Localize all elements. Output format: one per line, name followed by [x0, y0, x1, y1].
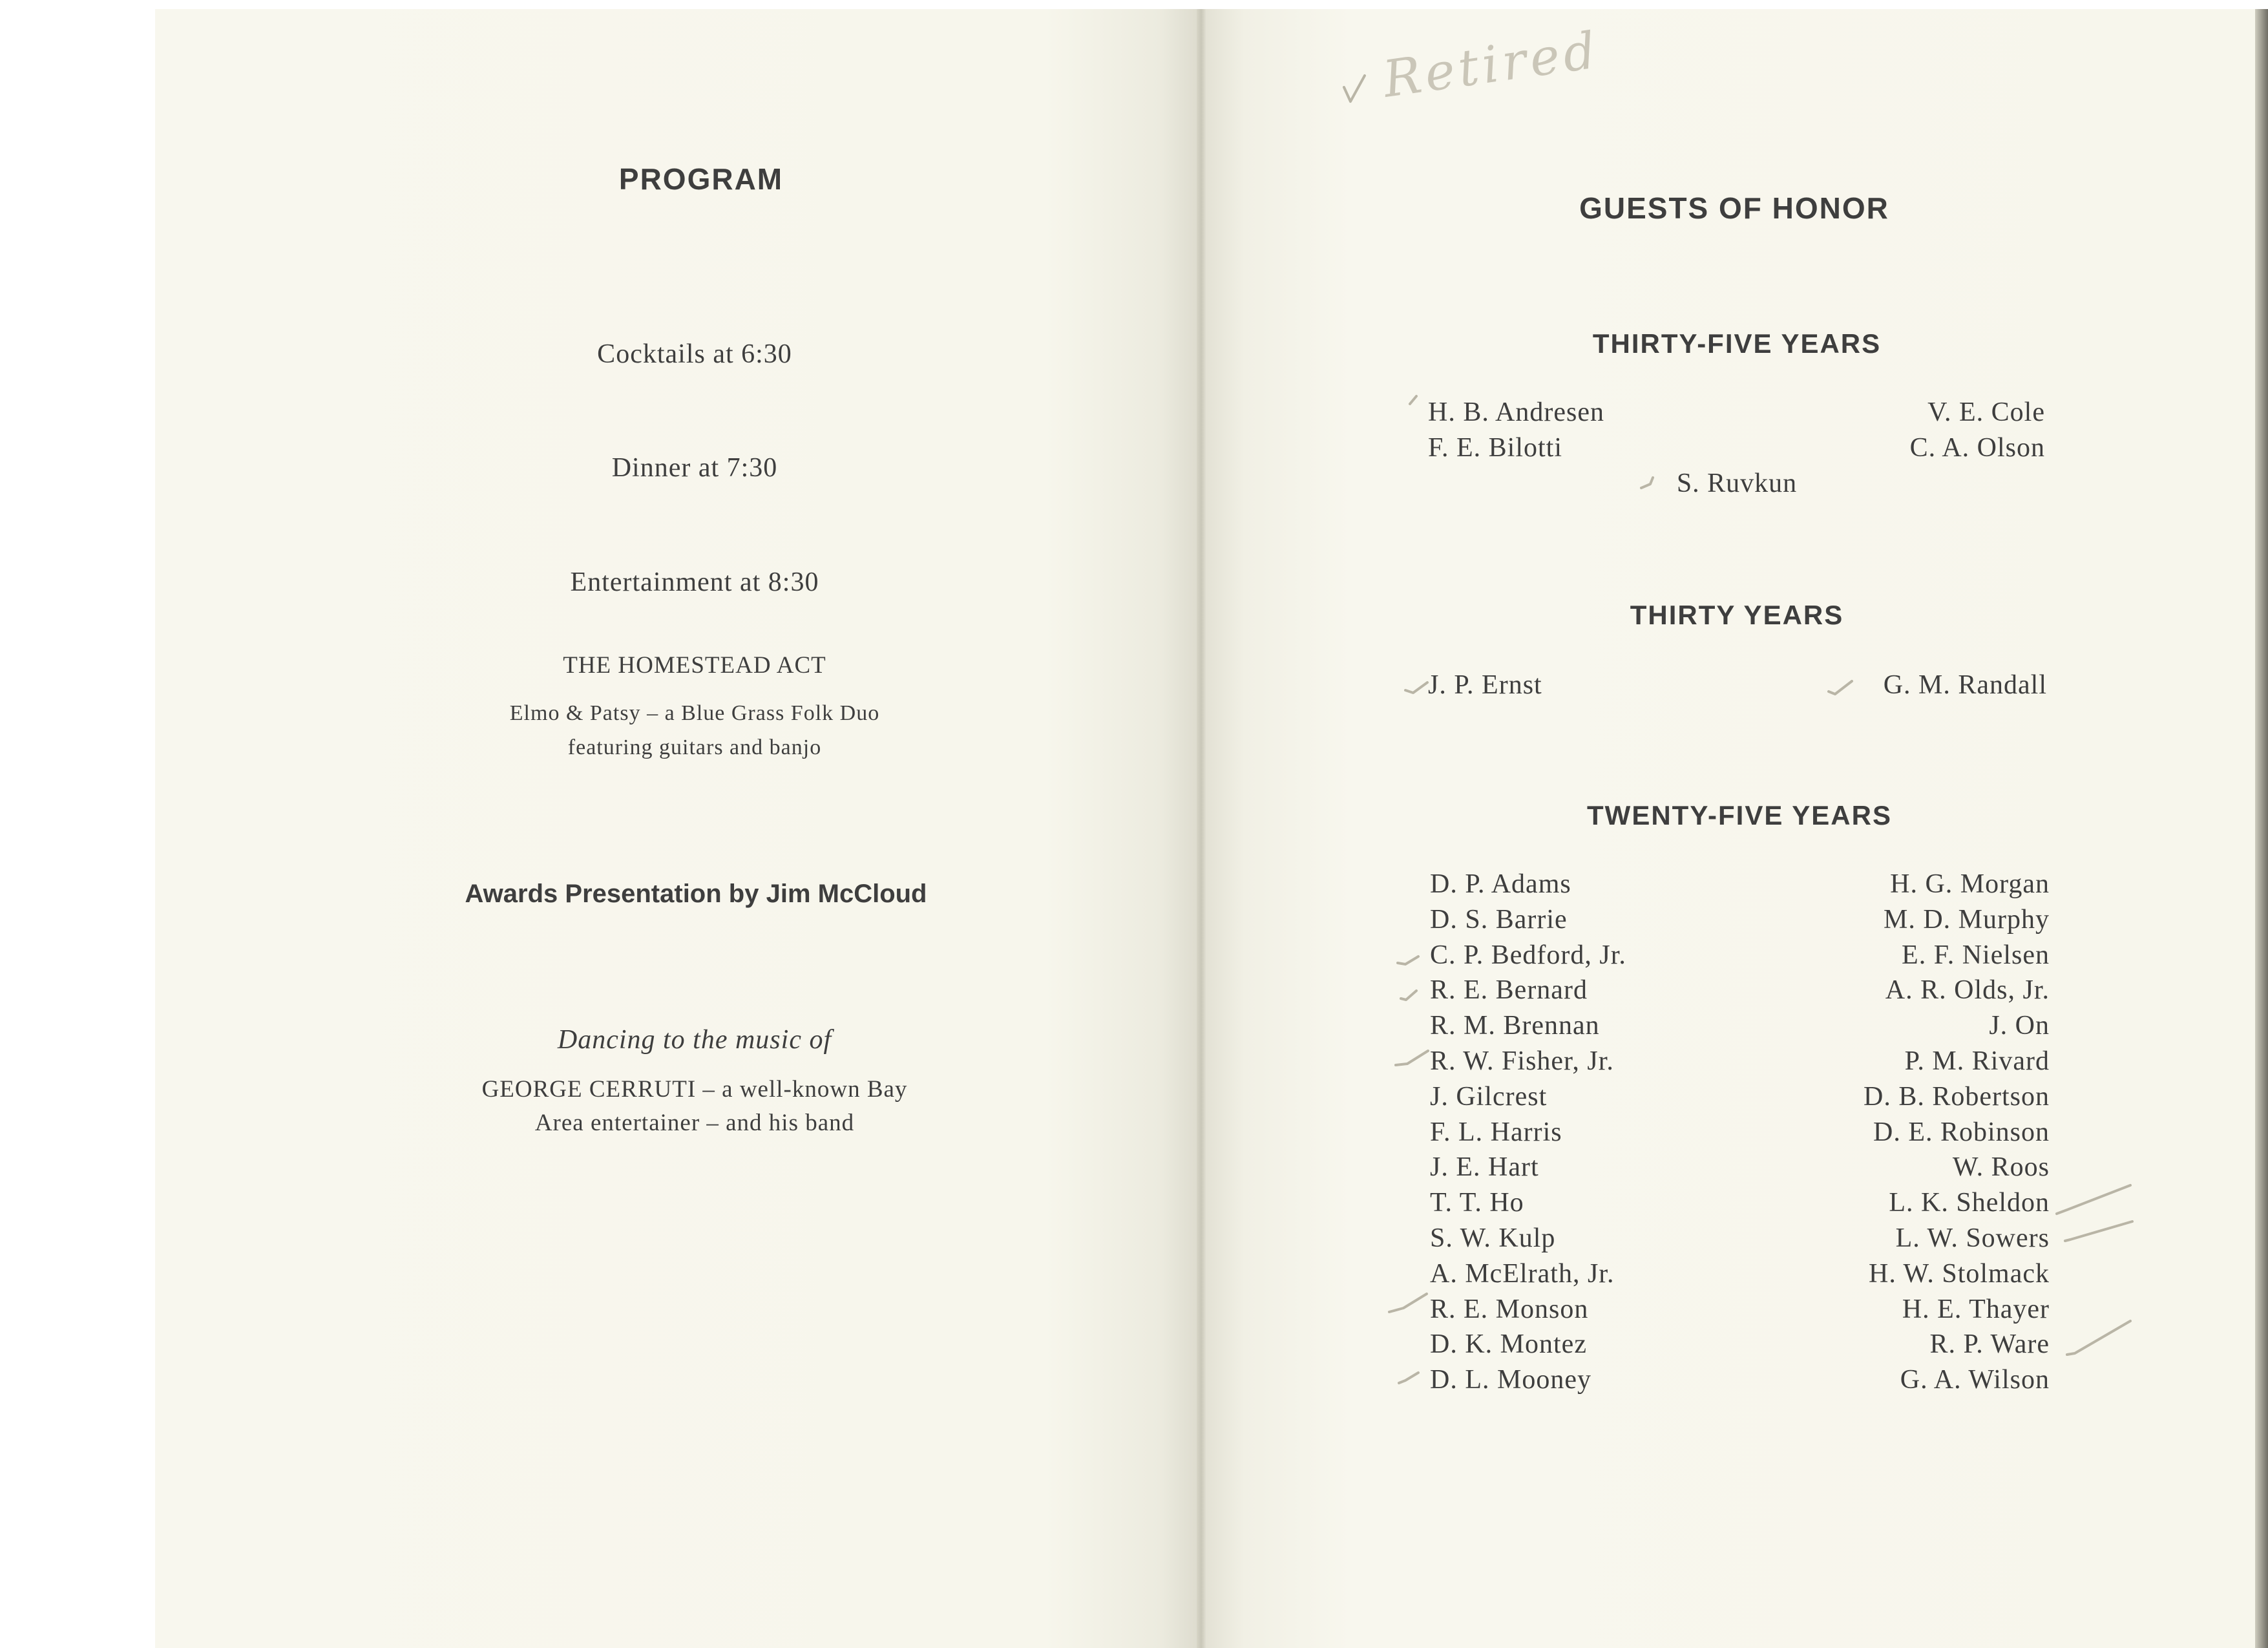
guest-name: D. L. Mooney: [1430, 1365, 1591, 1395]
guest-name: J. Gilcrest: [1430, 1081, 1548, 1112]
guests-title: GUESTS OF HONOR: [1579, 191, 1889, 225]
entertainment-time: Entertainment at 8:30: [570, 567, 819, 597]
guest-name: G. A. Wilson: [1900, 1365, 2050, 1395]
guest-name: J. On: [1989, 1011, 2050, 1041]
guest-name: D. B. Robertson: [1864, 1081, 2050, 1112]
guest-name: C. P. Bedford, Jr.: [1430, 940, 1626, 970]
dinner-time: Dinner at 7:30: [611, 453, 778, 483]
twenty-five-years-right-list: [1864, 867, 2050, 1398]
guest-name: A. R. Olds, Jr.: [1885, 975, 2050, 1006]
guest-name: R. P. Ware: [1929, 1329, 2050, 1360]
guest-name: D. P. Adams: [1430, 869, 1571, 899]
program-page: [155, 0, 1202, 1648]
guest-name: L. W. Sowers: [1895, 1223, 2050, 1253]
guest-name: A. McElrath, Jr.: [1430, 1258, 1615, 1289]
act-description-line2: featuring guitars and banjo: [567, 735, 822, 759]
handwritten-retired-note: Retired: [1380, 21, 1603, 109]
guest-name: R. E. Monson: [1430, 1294, 1589, 1324]
guest-name: H. B. Andresen: [1428, 397, 1604, 427]
guest-name: D. K. Montez: [1430, 1329, 1587, 1360]
guest-name: G. M. Randall: [1883, 670, 2047, 700]
dancing-heading: Dancing to the music of: [557, 1025, 832, 1055]
guest-name: V. E. Cole: [1927, 397, 2045, 427]
guest-name: R. E. Bernard: [1430, 975, 1588, 1006]
awards-presentation: Awards Presentation by Jim McCloud: [465, 880, 927, 908]
program-title: PROGRAM: [618, 162, 784, 196]
twenty-five-years-heading: TWENTY-FIVE YEARS: [1587, 800, 1892, 830]
guest-name: W. Roos: [1952, 1152, 2050, 1183]
guest-name: C. A. Olson: [1909, 433, 2045, 463]
cocktails-time: Cocktails at 6:30: [597, 339, 792, 369]
guest-name: M. D. Murphy: [1883, 904, 2050, 935]
thirty-years-heading: THIRTY YEARS: [1630, 600, 1844, 630]
guest-name: D. S. Barrie: [1430, 904, 1568, 935]
guest-name: L. K. Sheldon: [1889, 1188, 2050, 1218]
booklet-gutter: [1197, 0, 1206, 1648]
twenty-five-years-left-list: [1430, 867, 1626, 1398]
guest-name: E. F. Nielsen: [1902, 940, 2050, 970]
act-title: THE HOMESTEAD ACT: [563, 652, 826, 679]
guest-name: J. E. Hart: [1430, 1152, 1539, 1183]
guest-name: S. W. Kulp: [1430, 1223, 1556, 1253]
guest-name: P. M. Rivard: [1904, 1046, 2050, 1076]
guest-name: S. Ruvkun: [1676, 469, 1798, 498]
band-description: GEORGE CERRUTI – a well-known Bay: [481, 1076, 908, 1103]
guest-name: F. E. Bilotti: [1428, 433, 1563, 463]
band-description-line2: Area entertainer – and his band: [534, 1110, 855, 1136]
guest-name: H. G. Morgan: [1890, 869, 2050, 899]
guest-name: H. W. Stolmack: [1868, 1258, 2050, 1289]
scan-margin-top: [0, 0, 2268, 9]
guest-name: R. M. Brennan: [1430, 1011, 1600, 1041]
guest-name: T. T. Ho: [1430, 1188, 1524, 1218]
act-description: Elmo & Patsy – a Blue Grass Folk Duo: [509, 701, 880, 725]
scan-margin: [0, 0, 155, 1648]
guest-name: J. P. Ernst: [1428, 670, 1542, 700]
page-edge-shadow: [2255, 0, 2268, 1648]
thirty-five-years-heading: THIRTY-FIVE YEARS: [1592, 328, 1882, 359]
guest-name: D. E. Robinson: [1873, 1117, 2050, 1147]
guest-name: R. W. Fisher, Jr.: [1430, 1046, 1614, 1076]
guest-name: F. L. Harris: [1430, 1117, 1562, 1147]
guest-name: H. E. Thayer: [1902, 1294, 2050, 1324]
